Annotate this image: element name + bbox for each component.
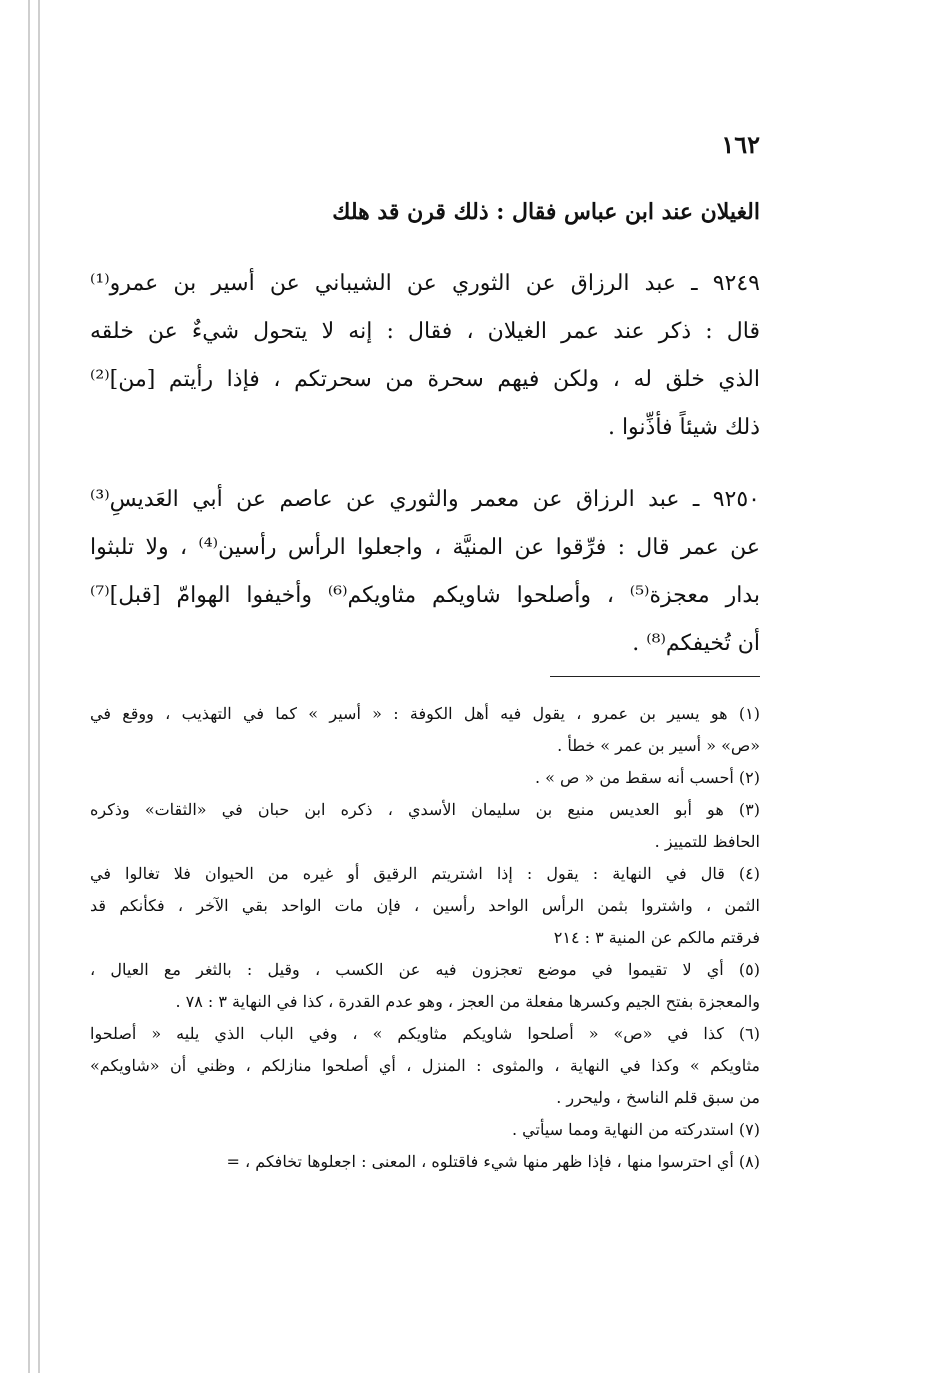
- text-line: قال : ذكر عند عمر الغيلان ، فقال : إنه لا يتحول شيءٌ عن خلقه: [90, 319, 760, 344]
- footnote-separator: [550, 676, 760, 677]
- footnote-2: [90, 762, 760, 794]
- page-number: ١٦٢: [721, 130, 760, 159]
- footnote-line: «ص» « أسير بن عمر » خطأ .: [557, 736, 760, 755]
- footnote-line: (٢) أحسب أنه سقط من « ص » .: [534, 768, 760, 787]
- footnote-line: والمعجزة بفتح الجيم وكسرها مفعلة من العجز ، وهو عدم القدرة ، كذا في النهاية ٣ : ٧٨ .: [175, 992, 760, 1011]
- footnote-3: [90, 794, 760, 858]
- footnote-line: الحافظ للتمييز .: [654, 832, 760, 851]
- text-line: ٩٢٤٩ ـ عبد الرزاق عن الثوري عن الشيباني عن أسير بن عمرو⁽¹⁾: [90, 271, 760, 296]
- footnote-line: من سبق قلم الناسخ ، وليحرر .: [556, 1088, 760, 1107]
- text-line: الذي خلق له ، ولكن فيهم سحرة من سحرتكم ، فإذا رأيتم [من]⁽²⁾: [90, 367, 760, 392]
- footnote-6: [90, 1018, 760, 1114]
- hadith-9249: [90, 260, 760, 452]
- footnotes: [90, 698, 760, 1178]
- text-line: ذلك شيئاً فأذِّنوا .: [607, 415, 760, 440]
- text-line: أن تُخيفكم⁽⁸⁾ .: [632, 631, 760, 656]
- footnote-line: (٧) استدركته من النهاية ومما سيأتي .: [511, 1120, 760, 1139]
- footnote-1: [90, 698, 760, 762]
- footnote-line: (٣) هو أبو العديس منيع بن سليمان الأسدي ، ذكره ابن حبان في «الثقات» وذكره: [90, 800, 760, 819]
- scan-edge-line: [28, 0, 30, 1373]
- scan-edge-line: [38, 0, 40, 1373]
- footnote-7: [90, 1114, 760, 1146]
- footnote-line: فرقتم مالكم عن المنية ٣ : ٢١٤: [553, 928, 760, 947]
- footnote-line: مثاويكم » وكذا في النهاية ، والمثوى : المنزل ، أي أصلحوا منازلكم ، وظني أن «شاويكم»: [90, 1056, 760, 1075]
- footnote-line: (٨) أي احترسوا منها ، فإذا ظهر منها شيء فاقتلوه ، المعنى : اجعلوها تخافكم ، =: [226, 1152, 760, 1171]
- footnote-line: الثمن ، واشتروا بثمن الرأس الواحد رأسين ، فإن مات الواحد بقي الآخر ، فكأنكم قد: [90, 896, 760, 915]
- footnote-line: (٤) قال في النهاية : يقول : إذا اشتريتم الرقيق أو غيره من الحيوان فلا تغالوا في: [90, 864, 760, 883]
- text-line: بدار معجزة⁽⁵⁾ ، وأصلحوا شاويكم مثاويكم⁽⁶⁾ وأخيفوا الهوامّ [قبل]⁽⁷⁾: [90, 583, 760, 608]
- text-line: ٩٢٥٠ ـ عبد الرزاق عن معمر والثوري عن عاصم عن أبي العَديسِ⁽³⁾: [90, 487, 760, 512]
- footnote-4: [90, 858, 760, 954]
- hadith-9250: [90, 476, 760, 668]
- footnote-8: [90, 1146, 760, 1178]
- footnote-line: (١) هو يسير بن عمرو ، يقول فيه أهل الكوفة : « أسير » كما في التهذيب ، ووقع في: [90, 704, 760, 723]
- footnote-line: (٥) أي لا تقيموا في موضع تعجزون فيه عن الكسب ، وقيل : بالثغر مع العيال ،: [90, 960, 760, 979]
- footnote-line: (٦) كذا في «ص» « أصلحوا شاويكم مثاويكم » ، وفي الباب الذي يليه « أصلحوا: [90, 1024, 760, 1043]
- text-line: عن عمر قال : فرِّقوا عن المنيَّة ، واجعلوا الرأس رأسين⁽⁴⁾ ، ولا تلبثوا: [90, 535, 760, 560]
- footnote-5: [90, 954, 760, 1018]
- opening-line: الغيلان عند ابن عباس فقال : ذلك قرن قد هلك: [332, 199, 760, 225]
